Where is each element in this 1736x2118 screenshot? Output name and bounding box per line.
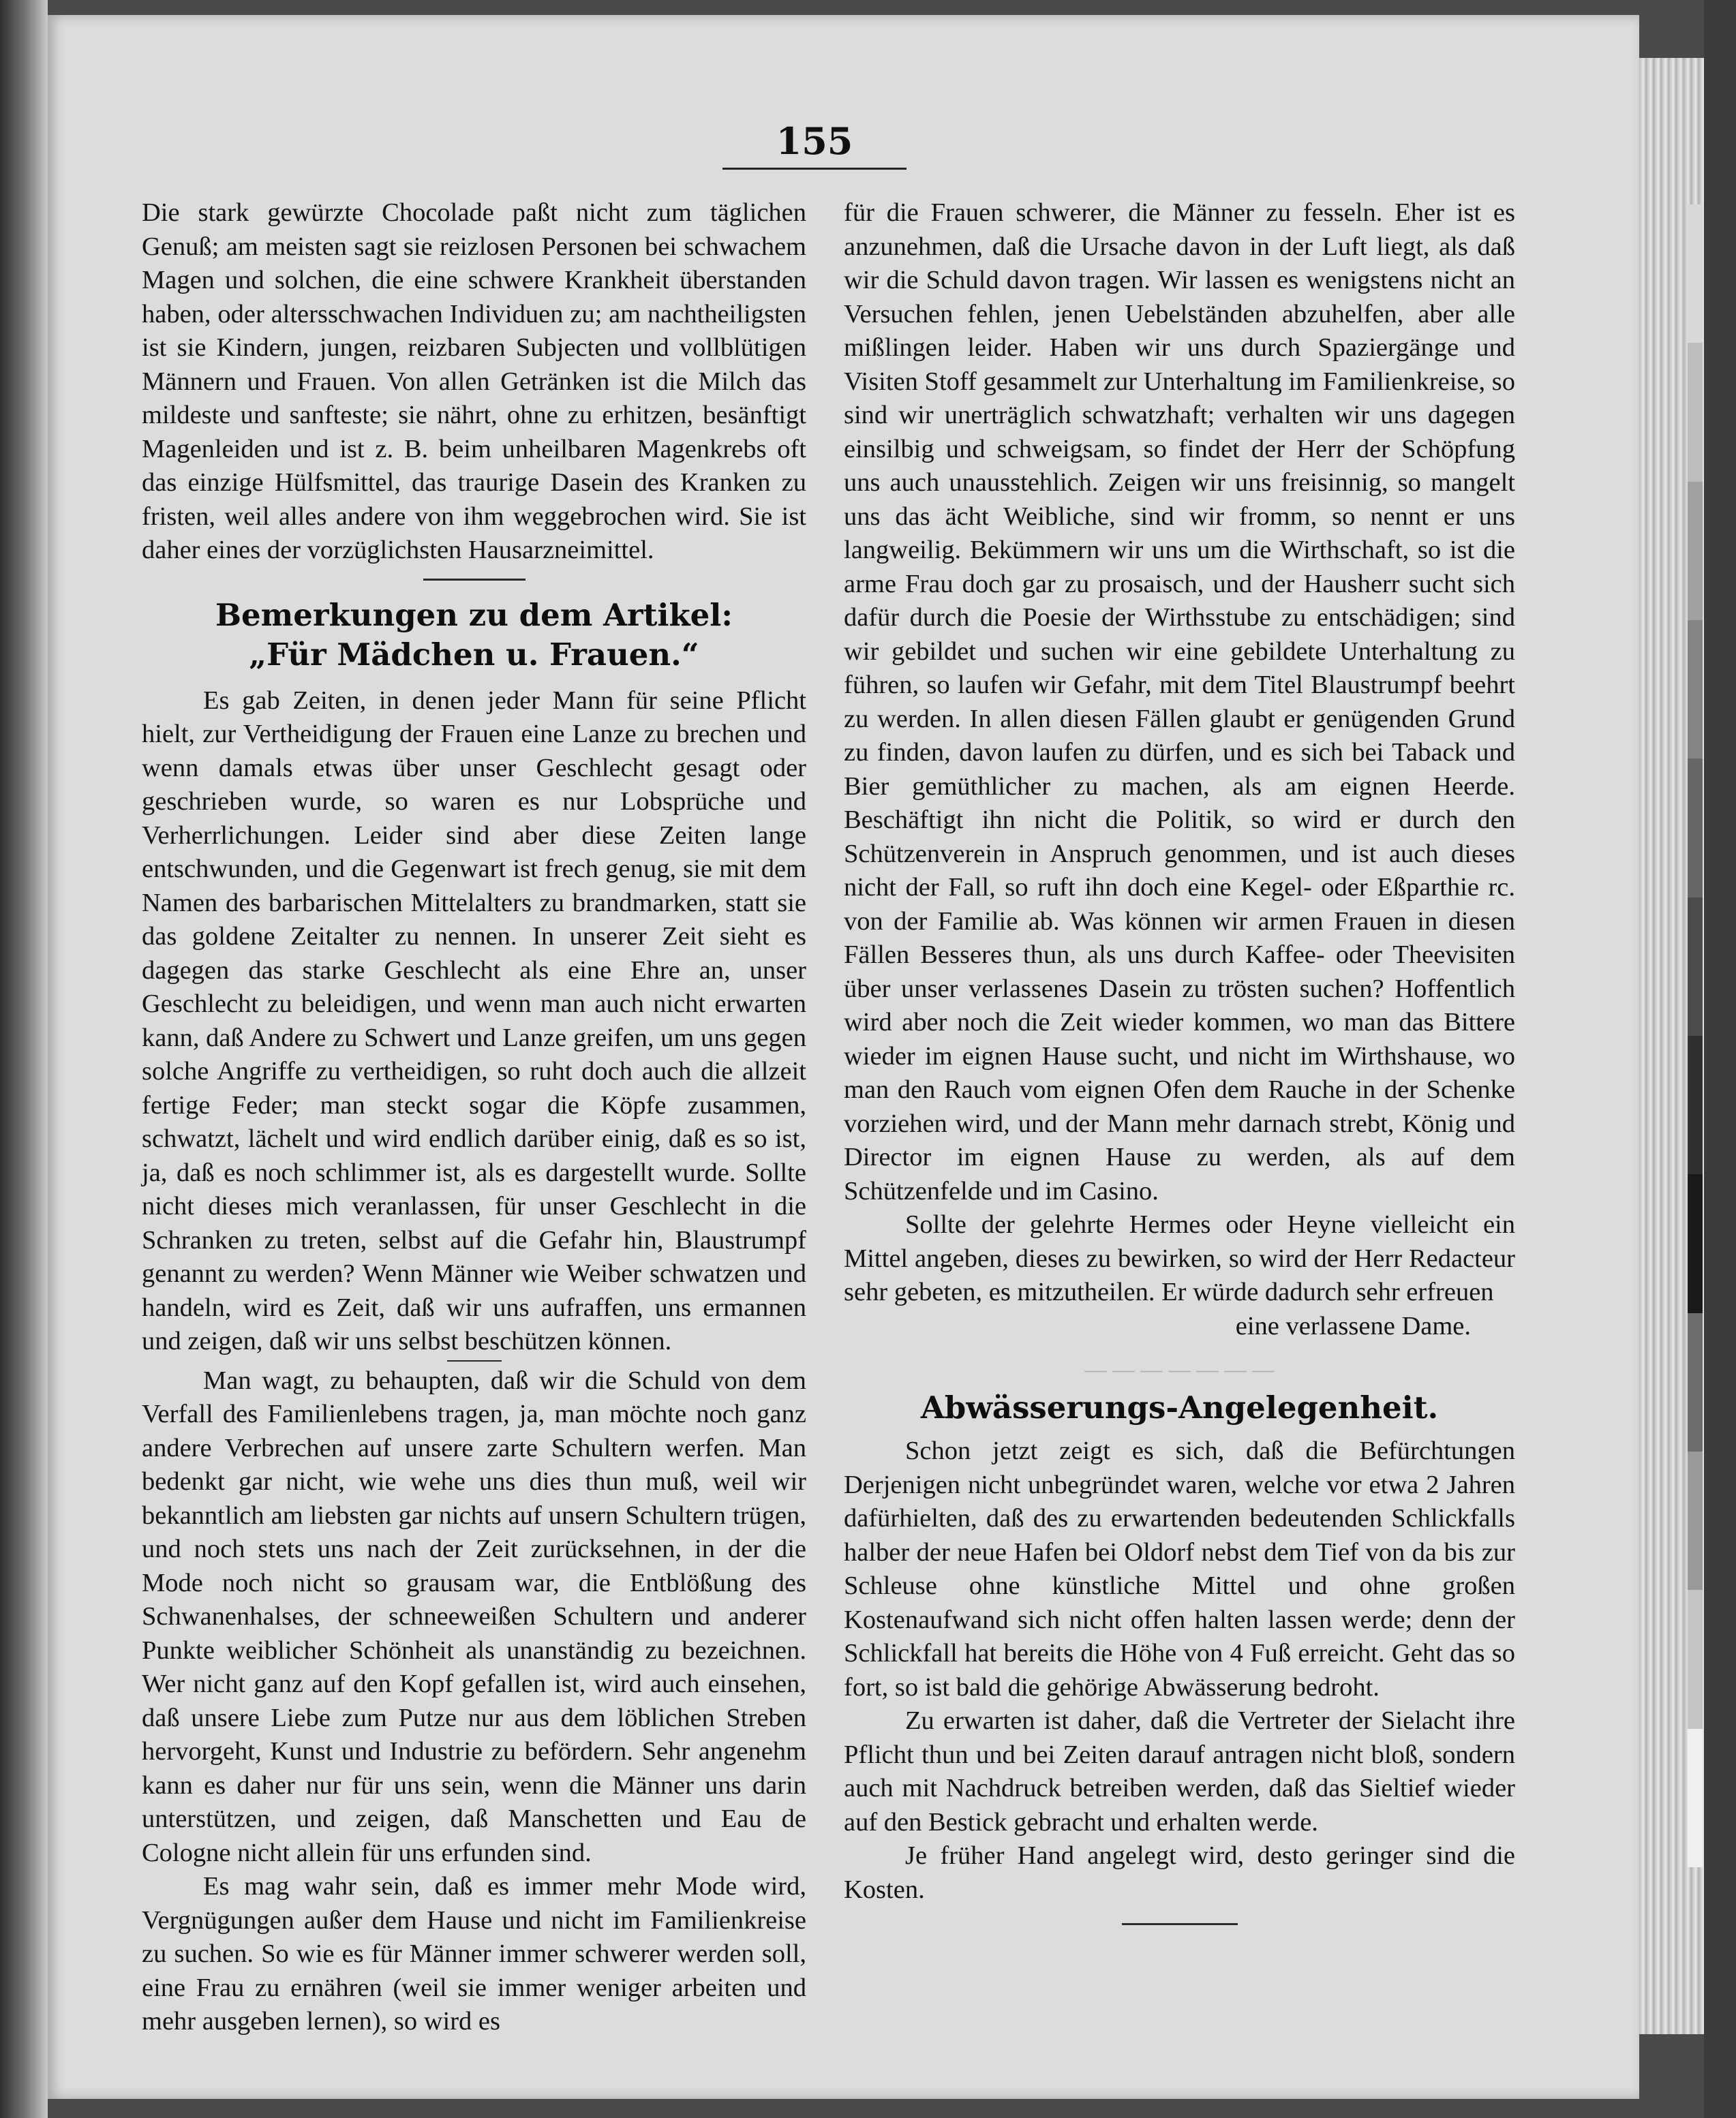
right-paragraph-4: Zu erwarten ist daher, daß die Vertreter der Sielacht ihre Pflicht thun und bei Zeiten darauf antragen nicht bloß, sondern auch mit Nachdruck betreiben werden, daß das Sieltief wieder auf den Bestick gebracht und erhalten werde.	[844, 1706, 1515, 1837]
right-paragraph-1: für die Frauen schwerer, die Männer zu fesseln. Eher ist es anzunehmen, daß die Ursache davon in der Luft liegt, als daß wir die Schuld davon tragen. Wir lassen es wenigstens nicht an Versuchen fehlen, jenen Uebelständen abzuhelfen, aber alle mißlingen leider. Haben wir uns durch Spaziergänge und Visiten Stoff gesammelt zur Unterhaltung im Familienkreise, so sind wir unerträglich schwatzhaft; verhalten wir uns dagegen einsilbig und schweigsam, so findet der Herr der Schöpfung uns auch unausstehlich. Zeigen wir uns freisinnig, so mangelt uns das ächt Weibliche, sind wir fromm, so nennt er uns langweilig. Bekümmern wir uns um die Wirthschaft, so ist die arme Frau doch gar zu prosaisch, und der Hausherr sucht sich dafür durch die Poesie der Wirthsstube zu entschädigen; sind wir gebildet und suchen wir eine gebildete Unterhaltung zu führen, so laufen wir Gefahr, mit dem Titel Blaustrumpf beehrt zu werden. In allen diesen Fällen glaubt er genügenden Grund zu finden, davon laufen zu dürfen, und es sich bei Taback und Bier gemüthlicher zu machen, als am eignen Heerde. Beschäftigt ihn nicht die Politik, so wird er durch den Schützenverein in Anspruch genommen, und ist auch dieses nicht der Fall, so ruft ihn doch eine Kegel- oder Eßparthie rc. von der Familie ab. Was können wir armen Frauen in diesen Fällen Besseres thun, als uns durch Kaffee- oder Theevisiten über unser verlassenes Dasein zu trösten suchen? Hoffentlich wird aber noch die Zeit wieder kommen, wo man das Bittere wieder im eignen Hause sucht, und nicht im Wirthshause, wo man den Rauch vom eignen Ofen dem Rauche in der Schenke vorziehen wird, und der Mann mehr darnach strebt, König und Director im eignen Hause zu werden, als auf dem Schützenfelde und im Casino.	[844, 198, 1515, 1206]
right-column	[844, 196, 1515, 1925]
left-paragraph-1: Die stark gewürzte Chocolade paßt nicht zum täglichen Genuß; am meisten sagt sie reizlosen Personen bei schwachem Magen und solchen, die eine schwere Krankheit überstanden haben, oder altersschwachen Individuen zu; am nachtheiligsten ist sie Kindern, jungen, reizbaren Subjecten und vollblütigen Männern und Frauen. Von allen Getränken ist die Milch das mildeste und sanfteste; sie nährt, ohne zu erhitzen, besänftigt Magenleiden und ist z. B. beim unheilbaren Magenkrebs oft das einzige Hülfsmittel, das traurige Dasein des Kranken zu fristen, weil alles andere von ihm weggebrochen wird. Sie ist daher eines der vorzüglichsten Hausarzneimittel.	[142, 198, 806, 564]
paragraph-divider	[447, 1360, 502, 1362]
right-paragraph-5: Je früher Hand angelegt wird, desto geringer sind die Kosten.	[844, 1841, 1515, 1904]
end-rule	[1122, 1923, 1238, 1925]
left-paragraph-2: Es gab Zeiten, in denen jeder Mann für seine Pflicht hielt, zur Vertheidigung der Frauen eine Lanze zu brechen und wenn damals etwas über unser Geschlecht gesagt oder geschrieben wurde, so waren es nur Lobsprüche und Verherrlichungen. Leider sind aber diese Zeiten lange entschwunden, und die Gegenwart ist frech genug, sie mit dem Namen des barbarischen Mittelalters zu brandmarken, statt sie das goldene Zeitalter zu nennen. In unserer Zeit sieht es dagegen das starke Geschlecht als eine Ehre an, unser Geschlecht zu beleidigen, und wenn man auch nicht erwarten kann, daß Andere zu Schwert und Lanze greifen, um uns gegen solche Angriffe zu vertheidigen, so ruht doch auch die allzeit fertige Feder; man steckt sogar die Köpfe zusammen, schwatzt, lächelt und wird endlich darüber einig, daß es so ist, ja, daß es noch schlimmer ist, als es dargestellt wurde. Sollte nicht dieses mich veranlassen, für unser Geschlecht in die Schranken zu treten, selbst auf die Gefahr hin, Blaustrumpf genannt zu werden? Wenn Männer wie Weiber schwatzen und handeln, wird es Zeit, daß wir uns aufraffen, uns ermannen und zeigen, daß wir uns selbst beschützen können.	[142, 686, 807, 1355]
book-gutter	[0, 0, 48, 2118]
page-number: 155	[776, 119, 853, 163]
signature: eine verlassene Dame.	[1235, 1311, 1471, 1340]
article-heading-line-1: Bemerkungen zu dem Artikel:	[215, 596, 733, 633]
section-heading: Abwässerungs-Angelegenheit.	[920, 1390, 1439, 1426]
left-paragraph-4: Es mag wahr sein, daß es immer mehr Mode wird, Vergnügungen außer dem Hause und nicht im Familienkreise zu suchen. So wie es für Männer immer schwerer werden soll, eine Frau zu ernähren (weil sie immer weniger arbeiten und mehr ausgeben lernen), so wird es	[142, 1872, 806, 2036]
article-heading	[142, 596, 806, 675]
scan-color-strip	[1688, 204, 1703, 1867]
right-paragraph-2: Sollte der gelehrte Hermes oder Heyne vielleicht ein Mittel angeben, dieses zu bewirken, so wird der Herr Redacteur sehr gebeten, es mitzutheilen. Er würde dadurch sehr erfreuen	[844, 1210, 1515, 1306]
section-divider	[423, 579, 526, 581]
header-rule	[722, 168, 907, 170]
left-column	[142, 196, 806, 2039]
left-paragraph-3: Man wagt, zu behaupten, daß wir die Schuld von dem Verfall des Familienlebens tragen, ja, man möchte noch ganz andere Verbrechen auf unsere zarte Schultern werfen. Man bedenkt gar nicht, wie wehe uns dies thun muß, weil wir bekanntlich am liebsten gar nichts auf unsern Schultern trügen, und noch stets uns nach der Zeit zurücksehnen, in der die Mode noch nicht so grausam war, die Entblößung des Schwanenhalses, der schneeweißen Schultern und anderer Punkte weiblicher Schönheit als unanständig zu bezeichnen. Wer nicht ganz auf den Kopf gefallen ist, wird auch einsehen, daß unsere Liebe zum Putze nur aus dem löblichen Streben hervorgeht, Kunst und Industrie zu befördern. Sehr angenehm kann es daher nur für uns sein, wenn die Männer uns darin unterstützen, und zeigen, daß Manschetten und Eau de Cologne nicht allein für uns erfunden sind.	[142, 1366, 806, 1867]
scan-background	[1704, 0, 1736, 2118]
right-paragraph-3: Schon jetzt zeigt es sich, daß die Befürchtungen Derjenigen nicht unbegründet waren, welche vor etwa 2 Jahren dafürhielten, daß des zu erwartenden bedeutenden Schlickfalls halber der neue Hafen bei Oldorf nebst dem Tief von da bis zur Schleuse ohne künstliche Mittel und ohne großen Kostenaufwand sich nicht offen halten lassen werde; denn der Schlickfall hat bereits die Höhe von 4 Fuß erreicht. Geht das so fort, so ist bald die gehörige Abwässerung bedroht.	[844, 1437, 1515, 1702]
article-heading-line-2: „Für Mädchen u. Frauen.“	[249, 636, 699, 673]
bleed-through-divider: — — — — — — —	[1084, 1355, 1275, 1383]
